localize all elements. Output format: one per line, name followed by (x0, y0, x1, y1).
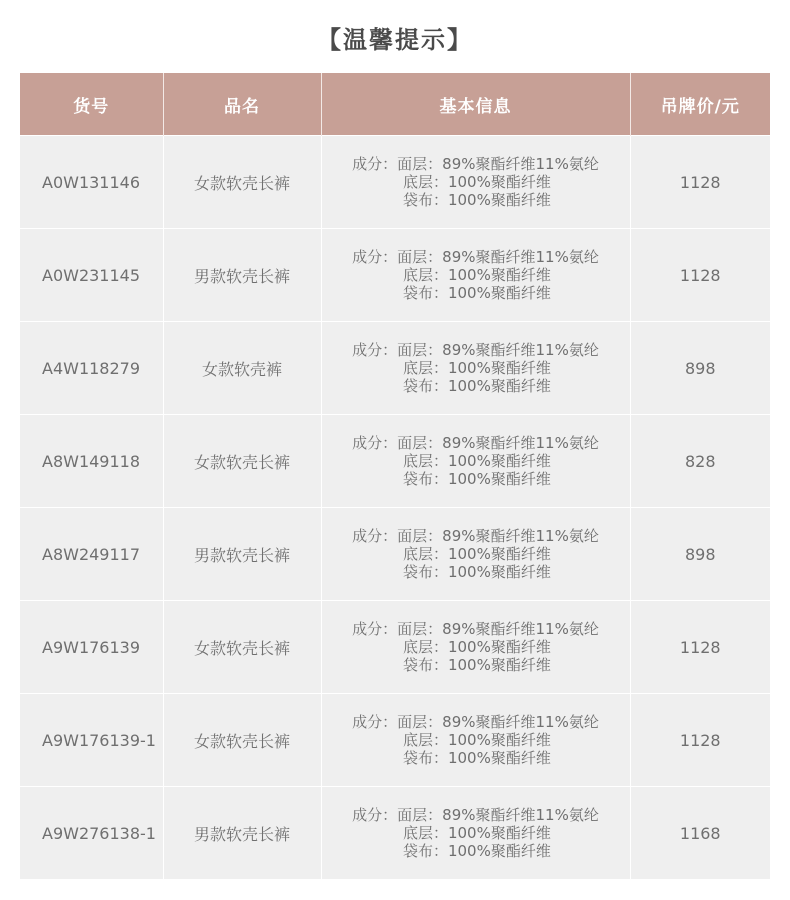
product-name: 女款软壳长裤 (163, 601, 321, 694)
table-row (20, 136, 770, 229)
product-name: 男款软壳长裤 (163, 229, 321, 322)
composition-line: 底层：100%聚酯纤维 (402, 545, 551, 563)
composition-info (352, 248, 599, 302)
composition-line: 袋布：100%聚酯纤维 (402, 563, 551, 581)
product-code: A9W176139 (20, 601, 163, 694)
composition-line: 成分：面层：89%聚酯纤维11%氨纶 (352, 341, 599, 359)
header-name: 品名 (163, 73, 321, 136)
header-price: 吊牌价/元 (630, 73, 770, 136)
composition-line: 成分：面层：89%聚酯纤维11%氨纶 (352, 434, 599, 452)
table-row (20, 694, 770, 787)
product-name: 女款软壳长裤 (163, 415, 321, 508)
table-header-row (20, 73, 770, 136)
product-code: A8W249117 (20, 508, 163, 601)
table-row (20, 787, 770, 880)
composition-line: 袋布：100%聚酯纤维 (402, 470, 551, 488)
product-price: 1128 (630, 136, 770, 229)
table-row (20, 322, 770, 415)
product-info (321, 136, 630, 229)
product-code: A0W231145 (20, 229, 163, 322)
product-name: 男款软壳长裤 (163, 508, 321, 601)
composition-line: 袋布：100%聚酯纤维 (402, 377, 551, 395)
product-table (20, 73, 770, 879)
header-info: 基本信息 (321, 73, 630, 136)
composition-info (352, 527, 599, 581)
composition-line: 底层：100%聚酯纤维 (402, 824, 551, 842)
composition-info (352, 620, 599, 674)
product-info (321, 415, 630, 508)
product-price: 1128 (630, 601, 770, 694)
composition-line: 成分：面层：89%聚酯纤维11%氨纶 (352, 806, 599, 824)
product-info (321, 694, 630, 787)
composition-line: 成分：面层：89%聚酯纤维11%氨纶 (352, 155, 599, 173)
composition-line: 成分：面层：89%聚酯纤维11%氨纶 (352, 620, 599, 638)
product-name: 女款软壳长裤 (163, 694, 321, 787)
composition-line: 底层：100%聚酯纤维 (402, 638, 551, 656)
product-price: 1168 (630, 787, 770, 880)
product-price: 828 (630, 415, 770, 508)
product-name: 女款软壳长裤 (163, 136, 321, 229)
table-row (20, 601, 770, 694)
product-price: 1128 (630, 229, 770, 322)
composition-info (352, 341, 599, 395)
composition-line: 袋布：100%聚酯纤维 (402, 284, 551, 302)
composition-line: 袋布：100%聚酯纤维 (402, 656, 551, 674)
table-row (20, 229, 770, 322)
composition-line: 袋布：100%聚酯纤维 (402, 191, 551, 209)
product-code: A0W131146 (20, 136, 163, 229)
composition-line: 成分：面层：89%聚酯纤维11%氨纶 (352, 713, 599, 731)
header-code: 货号 (20, 73, 163, 136)
table-row (20, 415, 770, 508)
composition-info (352, 155, 599, 209)
product-price: 898 (630, 508, 770, 601)
composition-info (352, 713, 599, 767)
product-price: 898 (630, 322, 770, 415)
composition-line: 袋布：100%聚酯纤维 (402, 749, 551, 767)
product-info (321, 787, 630, 880)
composition-line: 底层：100%聚酯纤维 (402, 452, 551, 470)
composition-line: 袋布：100%聚酯纤维 (402, 842, 551, 860)
product-info (321, 601, 630, 694)
page-title: 【温馨提示】 (317, 26, 473, 54)
composition-line: 底层：100%聚酯纤维 (402, 359, 551, 377)
product-code: A9W276138-1 (20, 787, 163, 880)
product-name: 男款软壳长裤 (163, 787, 321, 880)
product-name: 女款软壳裤 (163, 322, 321, 415)
composition-info (352, 434, 599, 488)
table-row (20, 508, 770, 601)
composition-line: 底层：100%聚酯纤维 (402, 173, 551, 191)
composition-line: 底层：100%聚酯纤维 (402, 266, 551, 284)
product-info (321, 322, 630, 415)
product-code: A8W149118 (20, 415, 163, 508)
composition-line: 底层：100%聚酯纤维 (402, 731, 551, 749)
product-code: A4W118279 (20, 322, 163, 415)
product-code: A9W176139-1 (20, 694, 163, 787)
product-info (321, 508, 630, 601)
product-price: 1128 (630, 694, 770, 787)
composition-line: 成分：面层：89%聚酯纤维11%氨纶 (352, 527, 599, 545)
composition-info (352, 806, 599, 860)
composition-line: 成分：面层：89%聚酯纤维11%氨纶 (352, 248, 599, 266)
product-info (321, 229, 630, 322)
